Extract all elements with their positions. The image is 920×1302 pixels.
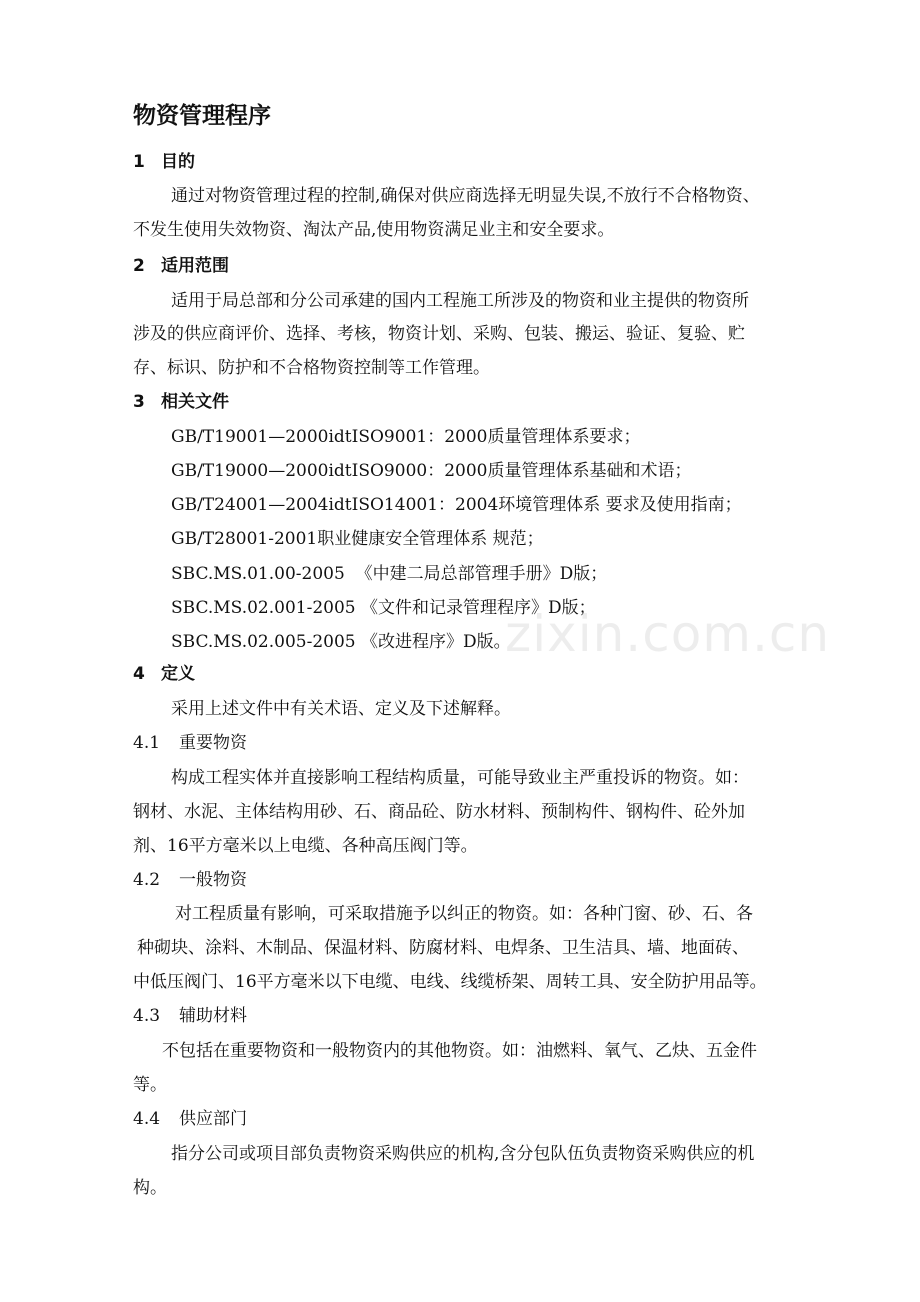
paragraph-line: 中低压阀门、16平方毫米以下电缆、电线、线缆桥架、周转工具、安全防护用品等。 [133, 972, 767, 992]
paragraph-line: 等。 [133, 1075, 167, 1095]
paragraph-line: 构。 [133, 1178, 167, 1198]
page-title: 物资管理程序 [133, 103, 271, 129]
watermark-text: zixin.com.cn [505, 605, 831, 663]
paragraph-line: 涉及的供应商评价、选择、考核，物资计划、采购、包装、搬运、验证、复验、贮 [133, 324, 745, 344]
subsection-heading-4-1: 4.1 重要物资 [133, 733, 247, 753]
paragraph-line: 指分公司或项目部负责物资采购供应的机构,含分包队伍负责物资采购供应的机 [171, 1144, 755, 1164]
subsection-heading-4-4: 4.4 供应部门 [133, 1109, 247, 1129]
paragraph-line: 不发生使用失效物资、淘汰产品,使用物资满足业主和安全要求。 [133, 220, 615, 240]
paragraph-line: 不包括在重要物资和一般物资内的其他物资。如：油燃料、氧气、乙炔、五金件 [162, 1041, 757, 1061]
paragraph-line: 钢材、水泥、主体结构用砂、石、商品砼、防水材料、预制构件、钢构件、砼外加 [133, 802, 745, 822]
reference-line: SBC.MS.02.001-2005 《文件和记录管理程序》D版； [171, 598, 596, 618]
paragraph-line: 采用上述文件中有关术语、定义及下述解释。 [171, 699, 511, 719]
subsection-heading-4-3: 4.3 辅助材料 [133, 1006, 247, 1026]
section-heading-3: 3 相关文件 [133, 392, 229, 412]
reference-line: GB/T19000—2000idtISO9000：2000质量管理体系基础和术语； [171, 461, 692, 481]
paragraph-line: 对工程质量有影响，可采取措施予以纠正的物资。如：各种门窗、砂、石、各 [175, 904, 753, 924]
reference-line: GB/T24001—2004idtISO14001：2004环境管理体系 要求及使用指南； [171, 495, 742, 515]
paragraph-line: 适用于局总部和分公司承建的国内工程施工所涉及的物资和业主提供的物资所 [171, 291, 749, 311]
reference-line: GB/T28001-2001职业健康安全管理体系 规范； [171, 529, 544, 549]
section-heading-1: 1 目的 [133, 152, 195, 172]
paragraph-line: 剂、16平方毫米以上电缆、各种高压阀门等。 [133, 836, 478, 856]
paragraph-line: 存、标识、防护和不合格物资控制等工作管理。 [133, 358, 490, 378]
reference-line: SBC.MS.02.005-2005 《改进程序》D版。 [171, 632, 511, 652]
paragraph-line: 通过对物资管理过程的控制,确保对供应商选择无明显失误,不放行不合格物资、 [171, 186, 760, 206]
section-heading-4: 4 定义 [133, 664, 195, 684]
reference-line: SBC.MS.01.00-2005 《中建二局总部管理手册》D版； [171, 564, 608, 584]
paragraph-line: 种砌块、涂料、木制品、保温材料、防腐材料、电焊条、卫生洁具、墙、地面砖、 [137, 938, 749, 958]
reference-line: GB/T19001—2000idtISO9001：2000质量管理体系要求； [171, 427, 641, 447]
section-heading-2: 2 适用范围 [133, 256, 229, 276]
subsection-heading-4-2: 4.2 一般物资 [133, 870, 247, 890]
paragraph-line: 构成工程实体并直接影响工程结构质量，可能导致业主严重投诉的物资。如： [171, 768, 749, 788]
